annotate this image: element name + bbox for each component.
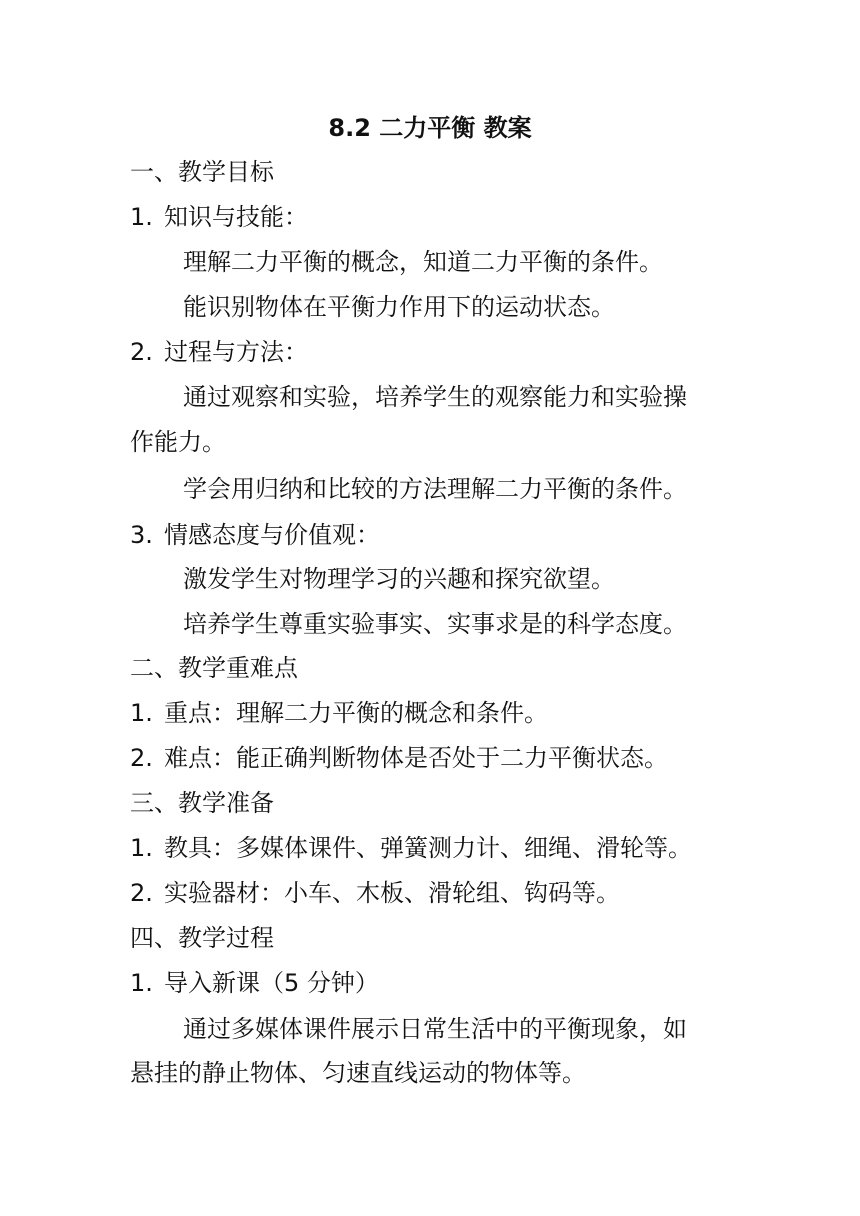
list-item-process-methods bbox=[130, 332, 740, 372]
list-text: 知识与技能： bbox=[164, 203, 308, 231]
paragraph-line: 激发学生对物理学习的兴趣和探究欲望。 bbox=[183, 565, 615, 593]
paragraph-line: 理解二力平衡的概念，知道二力平衡的条件。 bbox=[183, 248, 663, 276]
paragraph-line: 能识别物体在平衡力作用下的运动状态。 bbox=[183, 293, 615, 321]
list-text: 实验器材：小车、木板、滑轮组、钩码等。 bbox=[164, 879, 620, 907]
list-number: 2. bbox=[130, 879, 153, 907]
paragraph-line: 悬挂的静止物体、匀速直线运动的物体等。 bbox=[130, 1059, 586, 1087]
list-number: 2. bbox=[130, 744, 153, 772]
list-number: 1. bbox=[130, 203, 153, 231]
list-text: 情感态度与价值观： bbox=[164, 521, 380, 549]
paragraph-line: 作能力。 bbox=[130, 428, 226, 456]
list-number: 1. bbox=[130, 834, 153, 862]
section-heading-preparation: 三、教学准备 bbox=[130, 789, 274, 817]
list-item-knowledge-skills bbox=[130, 197, 740, 237]
list-text: 导入新课（5 分钟） bbox=[164, 969, 379, 997]
list-item-teaching-aids bbox=[130, 828, 740, 868]
list-item-attitudes-values bbox=[130, 515, 740, 555]
section-heading-process: 四、教学过程 bbox=[130, 924, 274, 952]
section-heading-key-points: 二、教学重难点 bbox=[130, 654, 298, 682]
paragraph-line: 通过观察和实验，培养学生的观察能力和实验操 bbox=[183, 383, 687, 411]
list-text: 难点：能正确判断物体是否处于二力平衡状态。 bbox=[164, 744, 668, 772]
document-title: 8.2 二力平衡 教案 bbox=[328, 114, 532, 142]
list-text: 过程与方法： bbox=[164, 338, 308, 366]
list-item-key-point bbox=[130, 693, 740, 733]
list-number: 3. bbox=[130, 521, 153, 549]
list-number: 1. bbox=[130, 969, 153, 997]
list-number: 2. bbox=[130, 338, 153, 366]
list-text: 教具：多媒体课件、弹簧测力计、细绳、滑轮等。 bbox=[164, 834, 692, 862]
list-item-difficulty bbox=[130, 738, 740, 778]
list-item-lab-equipment bbox=[130, 873, 740, 913]
paragraph-line: 学会用归纳和比较的方法理解二力平衡的条件。 bbox=[183, 475, 687, 503]
list-item-introduction bbox=[130, 963, 740, 1003]
paragraph-line: 通过多媒体课件展示日常生活中的平衡现象，如 bbox=[183, 1015, 687, 1043]
paragraph-line: 培养学生尊重实验事实、实事求是的科学态度。 bbox=[183, 610, 687, 638]
list-number: 1. bbox=[130, 699, 153, 727]
section-heading-objectives: 一、教学目标 bbox=[130, 158, 274, 186]
list-text: 重点：理解二力平衡的概念和条件。 bbox=[164, 699, 548, 727]
